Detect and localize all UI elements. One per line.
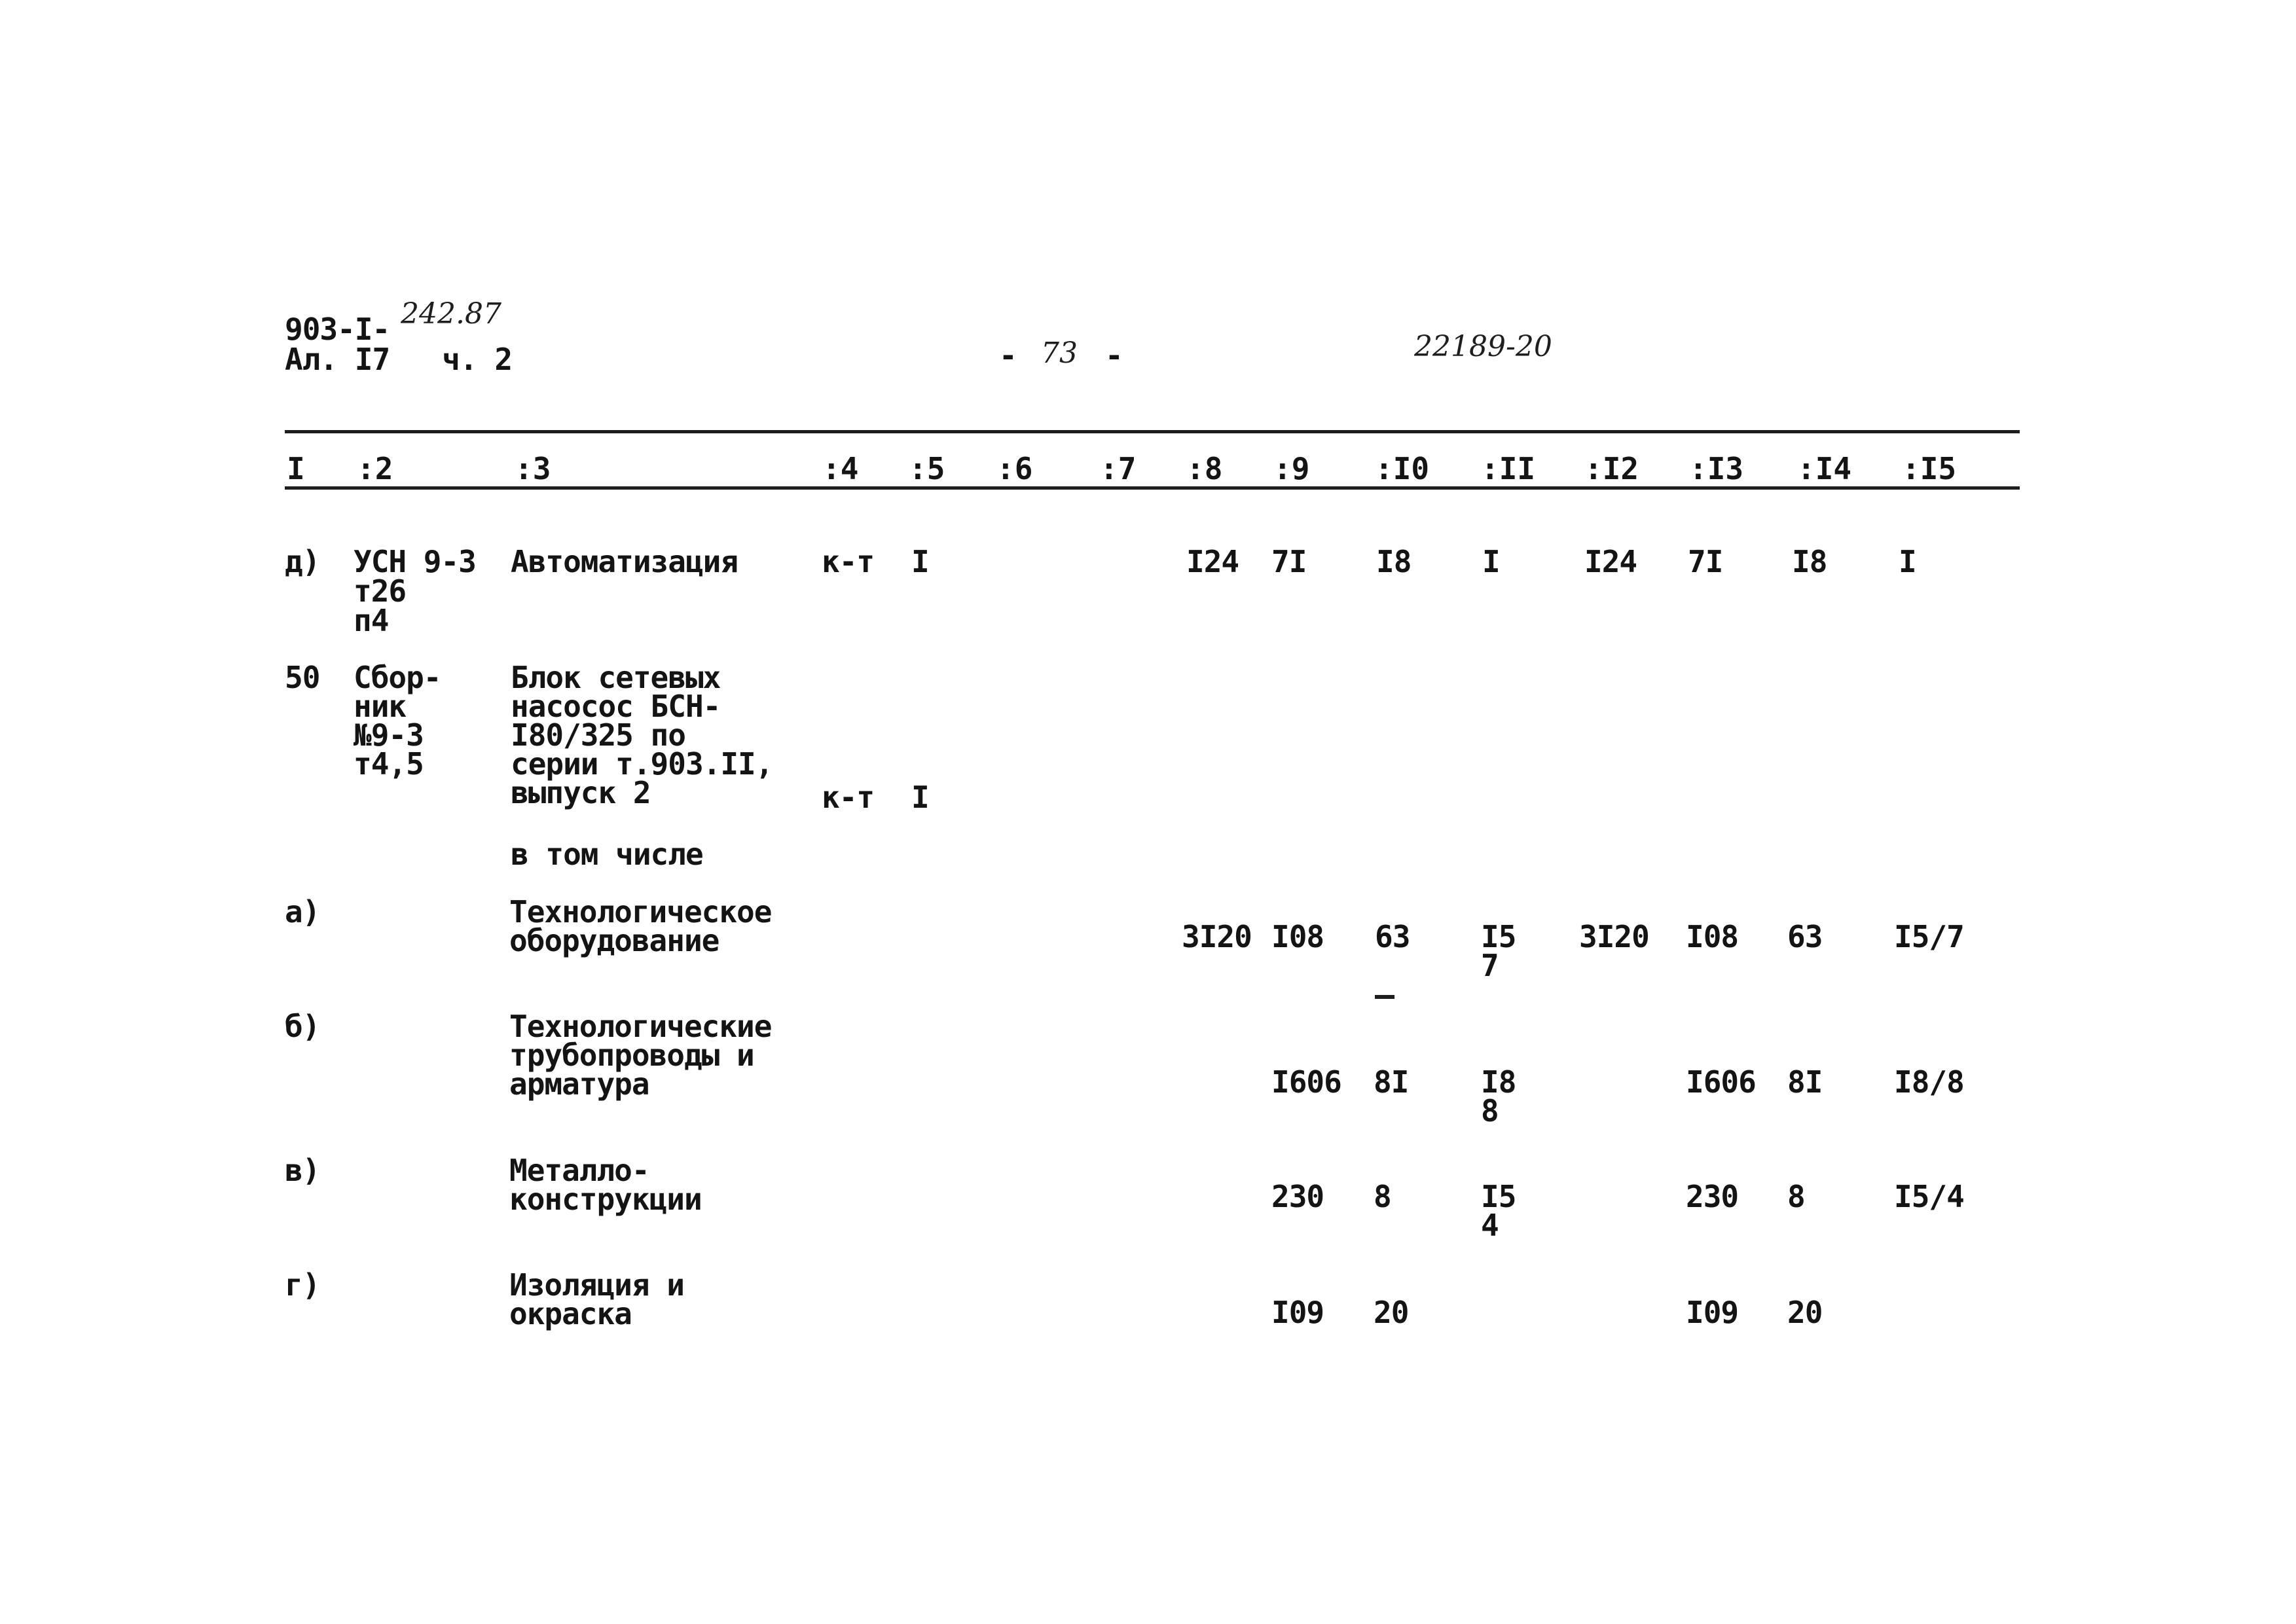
column-header-9: :9 (1273, 451, 1310, 486)
row-value-col10-mark (1375, 995, 1394, 999)
column-header-14: :I4 (1797, 451, 1852, 486)
row-value-col15: I8/8 (1894, 1064, 1964, 1100)
row-value-col8: I24 (1186, 544, 1239, 579)
row-description-line: трубопроводы и (509, 1038, 754, 1073)
row-reference-line: т4,5 (354, 746, 424, 782)
column-header-1: I (287, 451, 305, 486)
row-value-col14: 20 (1787, 1295, 1823, 1330)
row-value-col13: 7I (1688, 544, 1723, 579)
row-description-line: I80/325 по (511, 717, 685, 753)
row-value-col12: 3I20 (1579, 919, 1649, 954)
row-value-col11-top: I8 (1481, 1064, 1516, 1100)
row-value-col13: I09 (1686, 1295, 1739, 1330)
album-part-label: Ал. I7 ч. 2 (285, 342, 513, 377)
row-description-line: Блок сетевых (511, 660, 721, 695)
doc-number-handwritten: 22189-20 (1414, 330, 1552, 363)
row-description-line: Технологические (509, 1009, 772, 1044)
column-header-2: :2 (357, 451, 393, 486)
row-index: а) (285, 894, 320, 929)
row-value-col9: 7I (1271, 544, 1307, 579)
row-reference-line: УСН 9-3 (354, 544, 476, 579)
row-value-col10: I8 (1376, 544, 1412, 579)
row-value-col12: I24 (1584, 544, 1637, 579)
row-description-line: оборудование (509, 923, 720, 958)
row-subtotal-note: в том числе (511, 837, 703, 872)
row-reference-line: т26 (354, 573, 407, 609)
column-header-13: :I3 (1689, 451, 1744, 486)
row-description-line: конструкции (509, 1182, 702, 1217)
row-index: г) (285, 1267, 320, 1303)
column-header-8: :8 (1186, 451, 1223, 486)
row-value-col11-top: I5 (1481, 919, 1516, 954)
row-unit: к-т (822, 544, 875, 579)
row-value-col11: I (1482, 544, 1500, 579)
row-value-col11-top: I5 (1481, 1179, 1516, 1214)
row-index: д) (285, 544, 320, 579)
row-description-line: Автоматизация (511, 544, 738, 579)
row-value-col15: I5/4 (1894, 1179, 1964, 1214)
row-index: в) (285, 1153, 320, 1188)
row-value-col15: I5/7 (1894, 919, 1964, 954)
row-reference-line: Сбор- (354, 660, 441, 695)
column-header-12: :I2 (1584, 451, 1639, 486)
table-header-rule (285, 486, 2020, 490)
row-value-col13: 230 (1686, 1179, 1739, 1214)
row-value-col15: I (1899, 544, 1916, 579)
row-value-col10: 8 (1374, 1179, 1391, 1214)
column-header-6: :6 (996, 451, 1033, 486)
row-value-col10: 63 (1375, 919, 1410, 954)
row-value-col9: I09 (1271, 1295, 1324, 1330)
column-header-15: :I5 (1902, 451, 1957, 486)
row-value-col13: I08 (1686, 919, 1739, 954)
row-value-col9: I606 (1271, 1064, 1341, 1100)
row-description-line: Технологическое (509, 894, 772, 929)
column-header-4: :4 (822, 451, 859, 486)
row-reference-line: ник (354, 689, 407, 724)
page-number-prefix: - (999, 338, 1017, 373)
doc-code-printed: 903-I- (285, 312, 390, 347)
row-description-line: Металло- (509, 1153, 649, 1188)
row-value-col14: 8I (1787, 1064, 1823, 1100)
row-index: 50 (285, 660, 320, 695)
row-description-line: Изоляция и (509, 1267, 684, 1303)
page-number-suffix: - (1105, 338, 1123, 373)
column-header-10: :I0 (1375, 451, 1430, 486)
page-number-handwritten: 73 (1041, 336, 1078, 370)
row-description-line: выпуск 2 (511, 775, 651, 810)
column-header-5: :5 (909, 451, 945, 486)
table-top-rule (285, 430, 2020, 433)
row-value-col13: I606 (1686, 1064, 1756, 1100)
row-quantity: I (911, 544, 929, 579)
row-value-col9: I08 (1271, 919, 1324, 954)
row-description-line: окраска (509, 1296, 632, 1331)
row-description-line: арматура (509, 1066, 649, 1102)
row-value-col11-bottom: 4 (1481, 1208, 1499, 1243)
row-value-col10: 8I (1374, 1064, 1409, 1100)
row-index: б) (285, 1009, 320, 1044)
column-header-11: :II (1481, 451, 1536, 486)
row-reference-line: п4 (354, 603, 389, 638)
row-value-col14: I8 (1792, 544, 1827, 579)
row-value-col8: 3I20 (1182, 919, 1252, 954)
row-description-line: насосос БСН- (511, 689, 721, 724)
row-quantity: I (911, 780, 929, 815)
row-value-col14: 8 (1787, 1179, 1805, 1214)
row-value-col10: 20 (1374, 1295, 1409, 1330)
column-header-3: :3 (515, 451, 551, 486)
row-unit: к-т (822, 780, 875, 815)
doc-code-handwritten: 242.87 (401, 297, 501, 331)
column-header-7: :7 (1100, 451, 1137, 486)
row-value-col11-bottom: 7 (1481, 948, 1499, 983)
row-value-col14: 63 (1787, 919, 1823, 954)
row-value-col11-bottom: 8 (1481, 1093, 1499, 1128)
row-reference-line: №9-3 (354, 717, 424, 753)
row-description-line: серии т.903.II, (511, 746, 773, 782)
row-value-col9: 230 (1271, 1179, 1324, 1214)
